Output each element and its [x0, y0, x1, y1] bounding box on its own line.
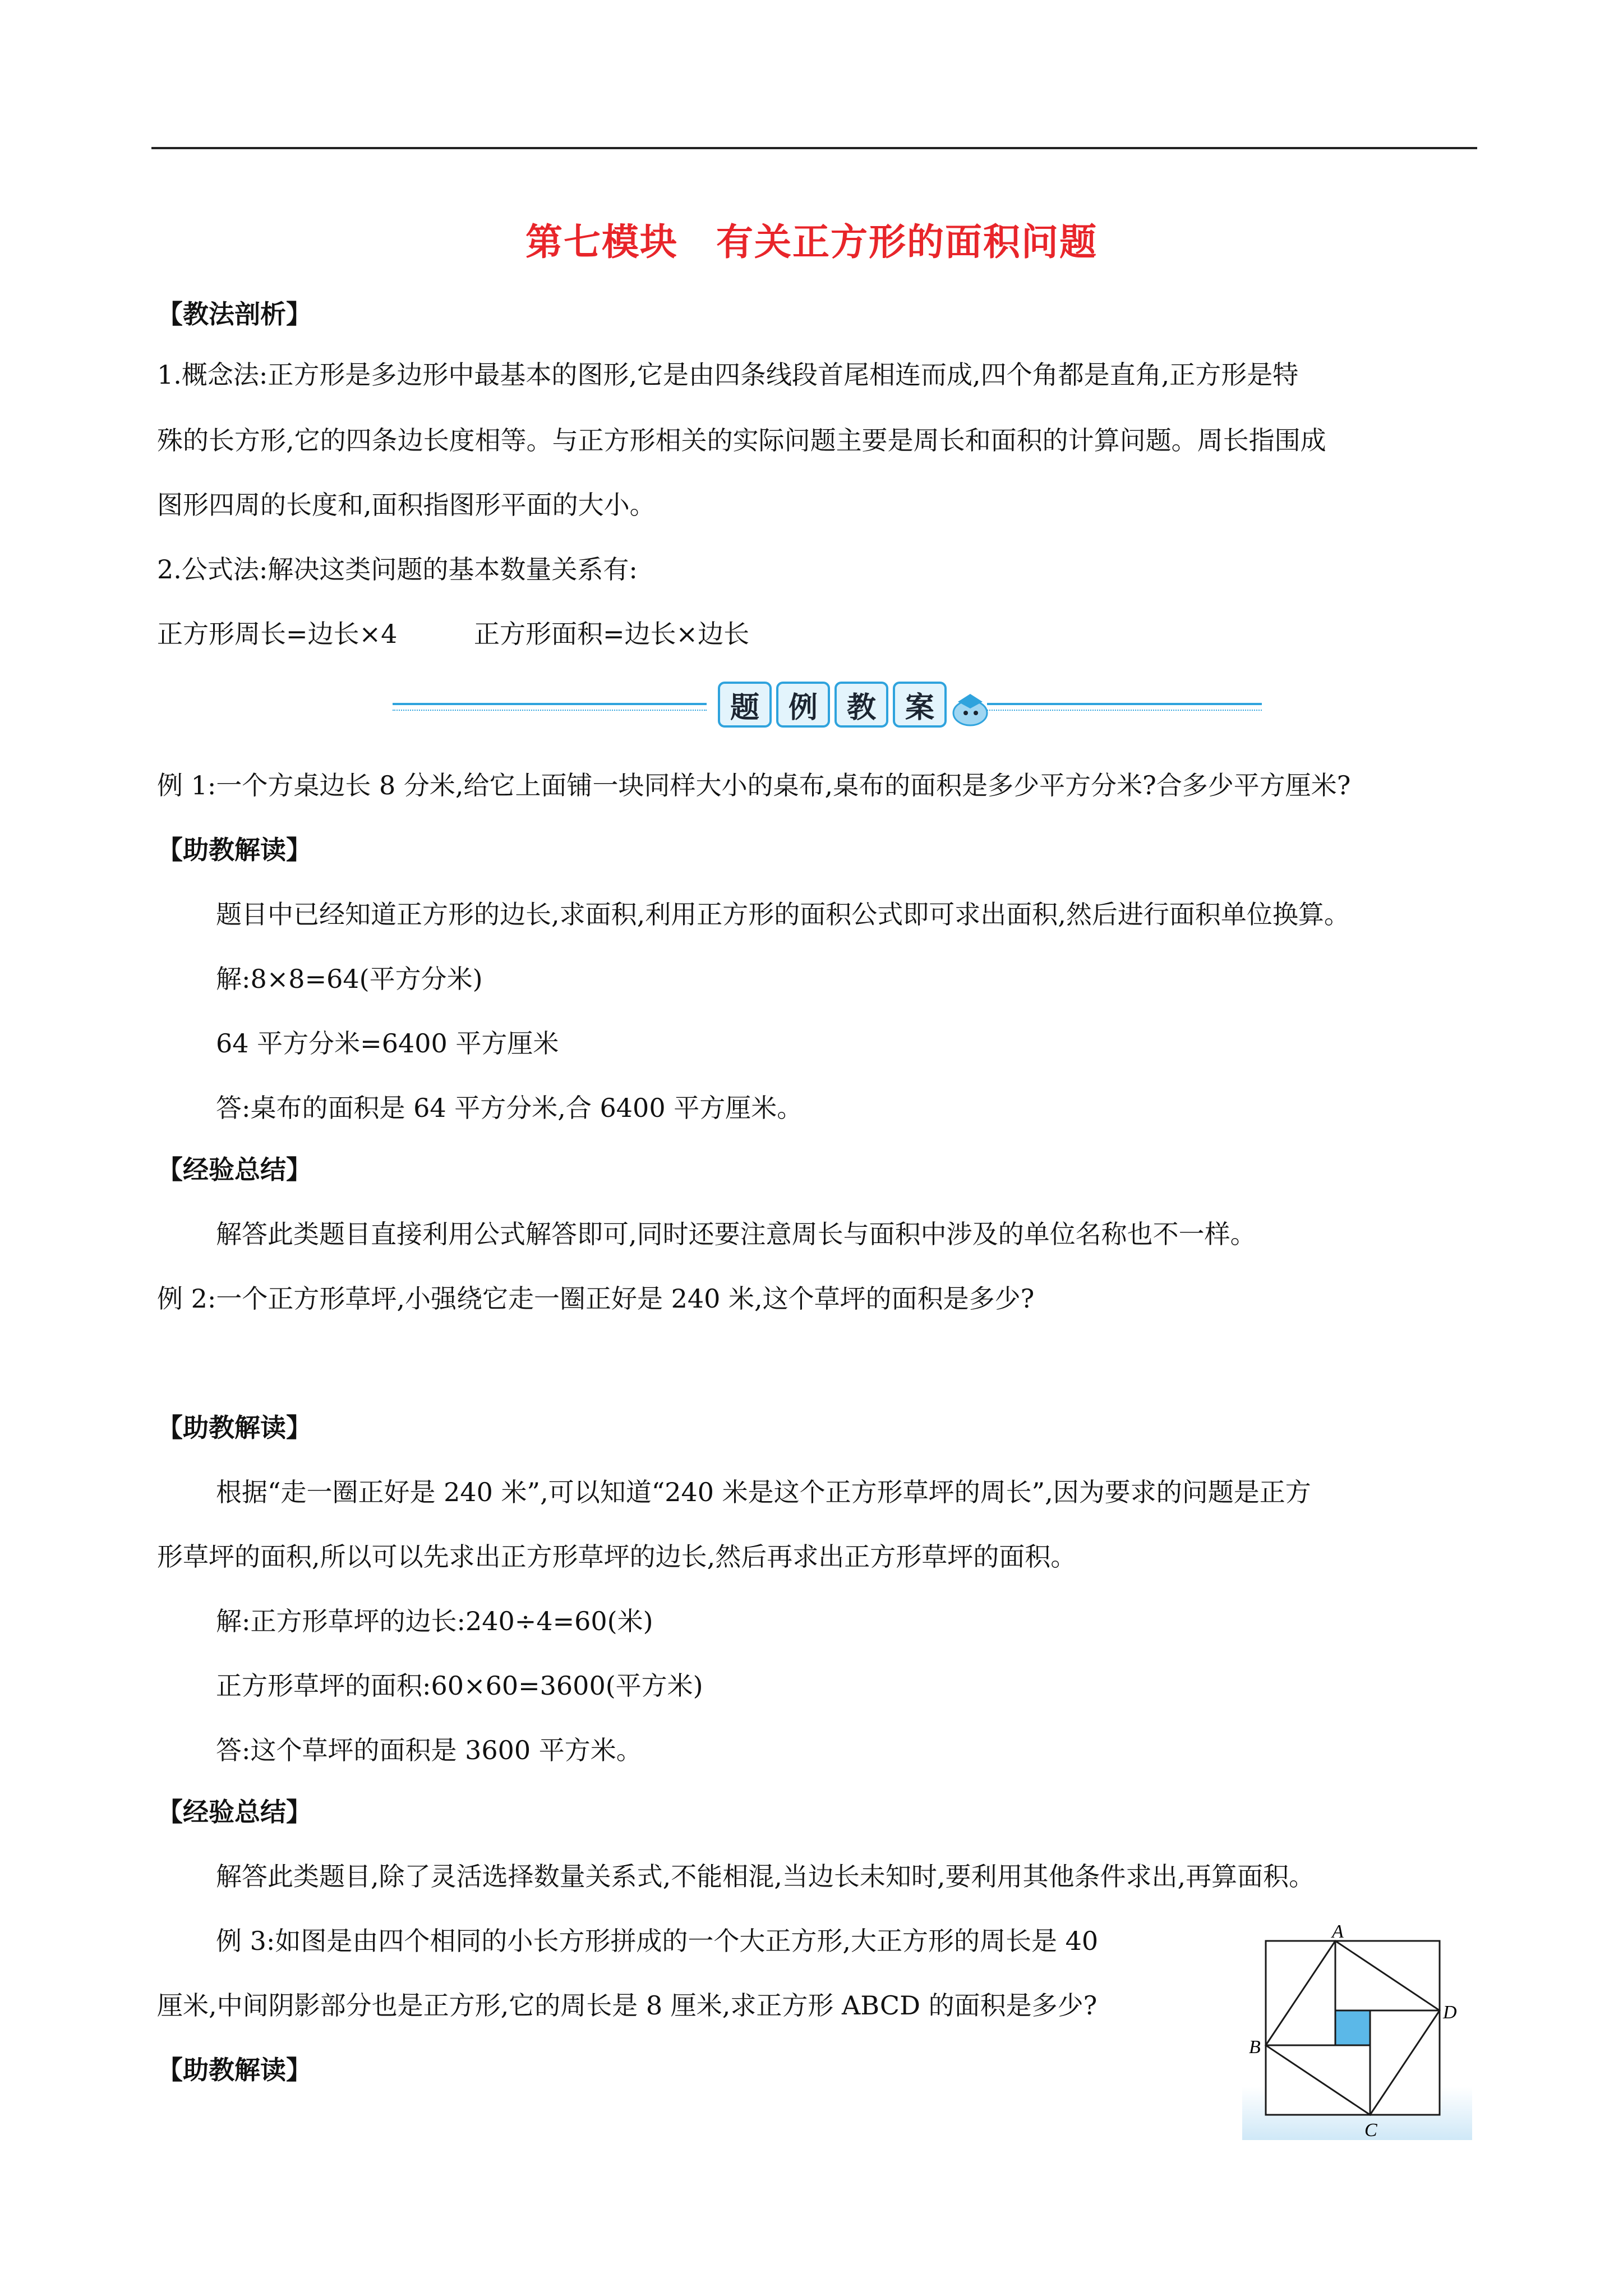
page-title: 第七模块 有关正方形的面积问题 [525, 220, 1098, 264]
ex2-reading-line1: 根据“走一圈正好是 240 米”,可以知道“240 米是这个正方形草坪的周长”,因为要求的问题是正方 [216, 1477, 1311, 1507]
ex1-question: 例 1:一个方桌边长 8 分米,给它上面铺一块同样大小的桌布,桌布的面积是多少平方分米?合多少平方厘米? [157, 770, 1351, 800]
para1-line3: 图形四周的长度和,面积指图形平面的大小。 [157, 490, 656, 520]
label-a: A [1332, 1921, 1344, 1942]
ex3-question-line1: 例 3:如图是由四个相同的小长方形拼成的一个大正方形,大正方形的周长是 40 [216, 1926, 1099, 1956]
ex1-solution-2: 64 平方分米=6400 平方厘米 [216, 1028, 559, 1059]
ex1-reading-header: 【助教解读】 [157, 835, 312, 865]
ex2-solution-2: 正方形草坪的面积:60×60=3600(平方米) [216, 1671, 703, 1701]
ex1-summary-header: 【经验总结】 [157, 1154, 312, 1185]
examples-banner [393, 682, 1262, 732]
shaded-square [1335, 2010, 1370, 2045]
formula-area: 正方形面积=边长×边长 [474, 619, 750, 649]
banner-rule-left [393, 703, 707, 705]
para1-line2: 殊的长方形,它的四条边长度相等。与正方形相关的实际问题主要是周长和面积的计算问题。周长指围成 [157, 425, 1326, 455]
label-b: B [1249, 2037, 1261, 2058]
ex2-question: 例 2:一个正方形草坪,小强绕它走一圈正好是 240 米,这个草坪的面积是多少? [157, 1283, 1035, 1314]
banner-rule-right [987, 703, 1262, 705]
banner-rule-left-dotted [393, 710, 707, 711]
ex2-answer: 答:这个草坪的面积是 3600 平方米。 [216, 1735, 642, 1765]
banner-chip: 教 [834, 682, 888, 728]
square-figure [1237, 1918, 1478, 2143]
banner-chips [718, 682, 947, 732]
ex2-solution-1: 解:正方形草坪的边长:240÷4=60(米) [216, 1606, 653, 1636]
label-c: C [1364, 2120, 1377, 2141]
ex1-summary: 解答此类题目直接利用公式解答即可,同时还要注意周长与面积中涉及的单位名称也不一样。 [216, 1219, 1256, 1249]
banner-chip: 题 [718, 682, 772, 728]
para2-line1: 2.公式法:解决这类问题的基本数量关系有: [157, 554, 638, 585]
ex3-reading-header: 【助教解读】 [157, 2055, 312, 2085]
header-rule [151, 147, 1477, 149]
formula-perimeter: 正方形周长=边长×4 [157, 619, 398, 649]
label-d: D [1443, 2002, 1457, 2023]
para1-line1: 1.概念法:正方形是多边形中最基本的图形,它是由四条线段首尾相连而成,四个角都是直角,正方形是特 [157, 360, 1299, 390]
ex1-answer: 答:桌布的面积是 64 平方分米,合 6400 平方厘米。 [216, 1093, 803, 1123]
section-header-jiaofa: 【教法剖析】 [157, 299, 312, 329]
banner-chip: 案 [893, 682, 947, 728]
ex1-reading: 题目中已经知道正方形的边长,求面积,利用正方形的面积公式即可求出面积,然后进行面积单位换算。 [216, 899, 1350, 930]
ex3-question-line2: 厘米,中间阴影部分也是正方形,它的周长是 8 厘米,求正方形 ABCD 的面积是多少? [157, 1990, 1098, 2021]
ex1-solution-1: 解:8×8=64(平方分米) [216, 964, 483, 994]
mascot-icon [948, 686, 993, 729]
ex2-reading-header: 【助教解读】 [157, 1412, 312, 1443]
banner-rule-right-dotted [987, 710, 1262, 711]
banner-chip: 例 [776, 682, 830, 728]
ex2-summary-header: 【经验总结】 [157, 1797, 312, 1827]
ex2-summary: 解答此类题目,除了灵活选择数量关系式,不能相混,当边长未知时,要利用其他条件求出,再算面积。 [216, 1861, 1315, 1892]
ex2-reading-line2: 形草坪的面积,所以可以先求出正方形草坪的边长,然后再求出正方形草坪的面积。 [157, 1542, 1077, 1572]
